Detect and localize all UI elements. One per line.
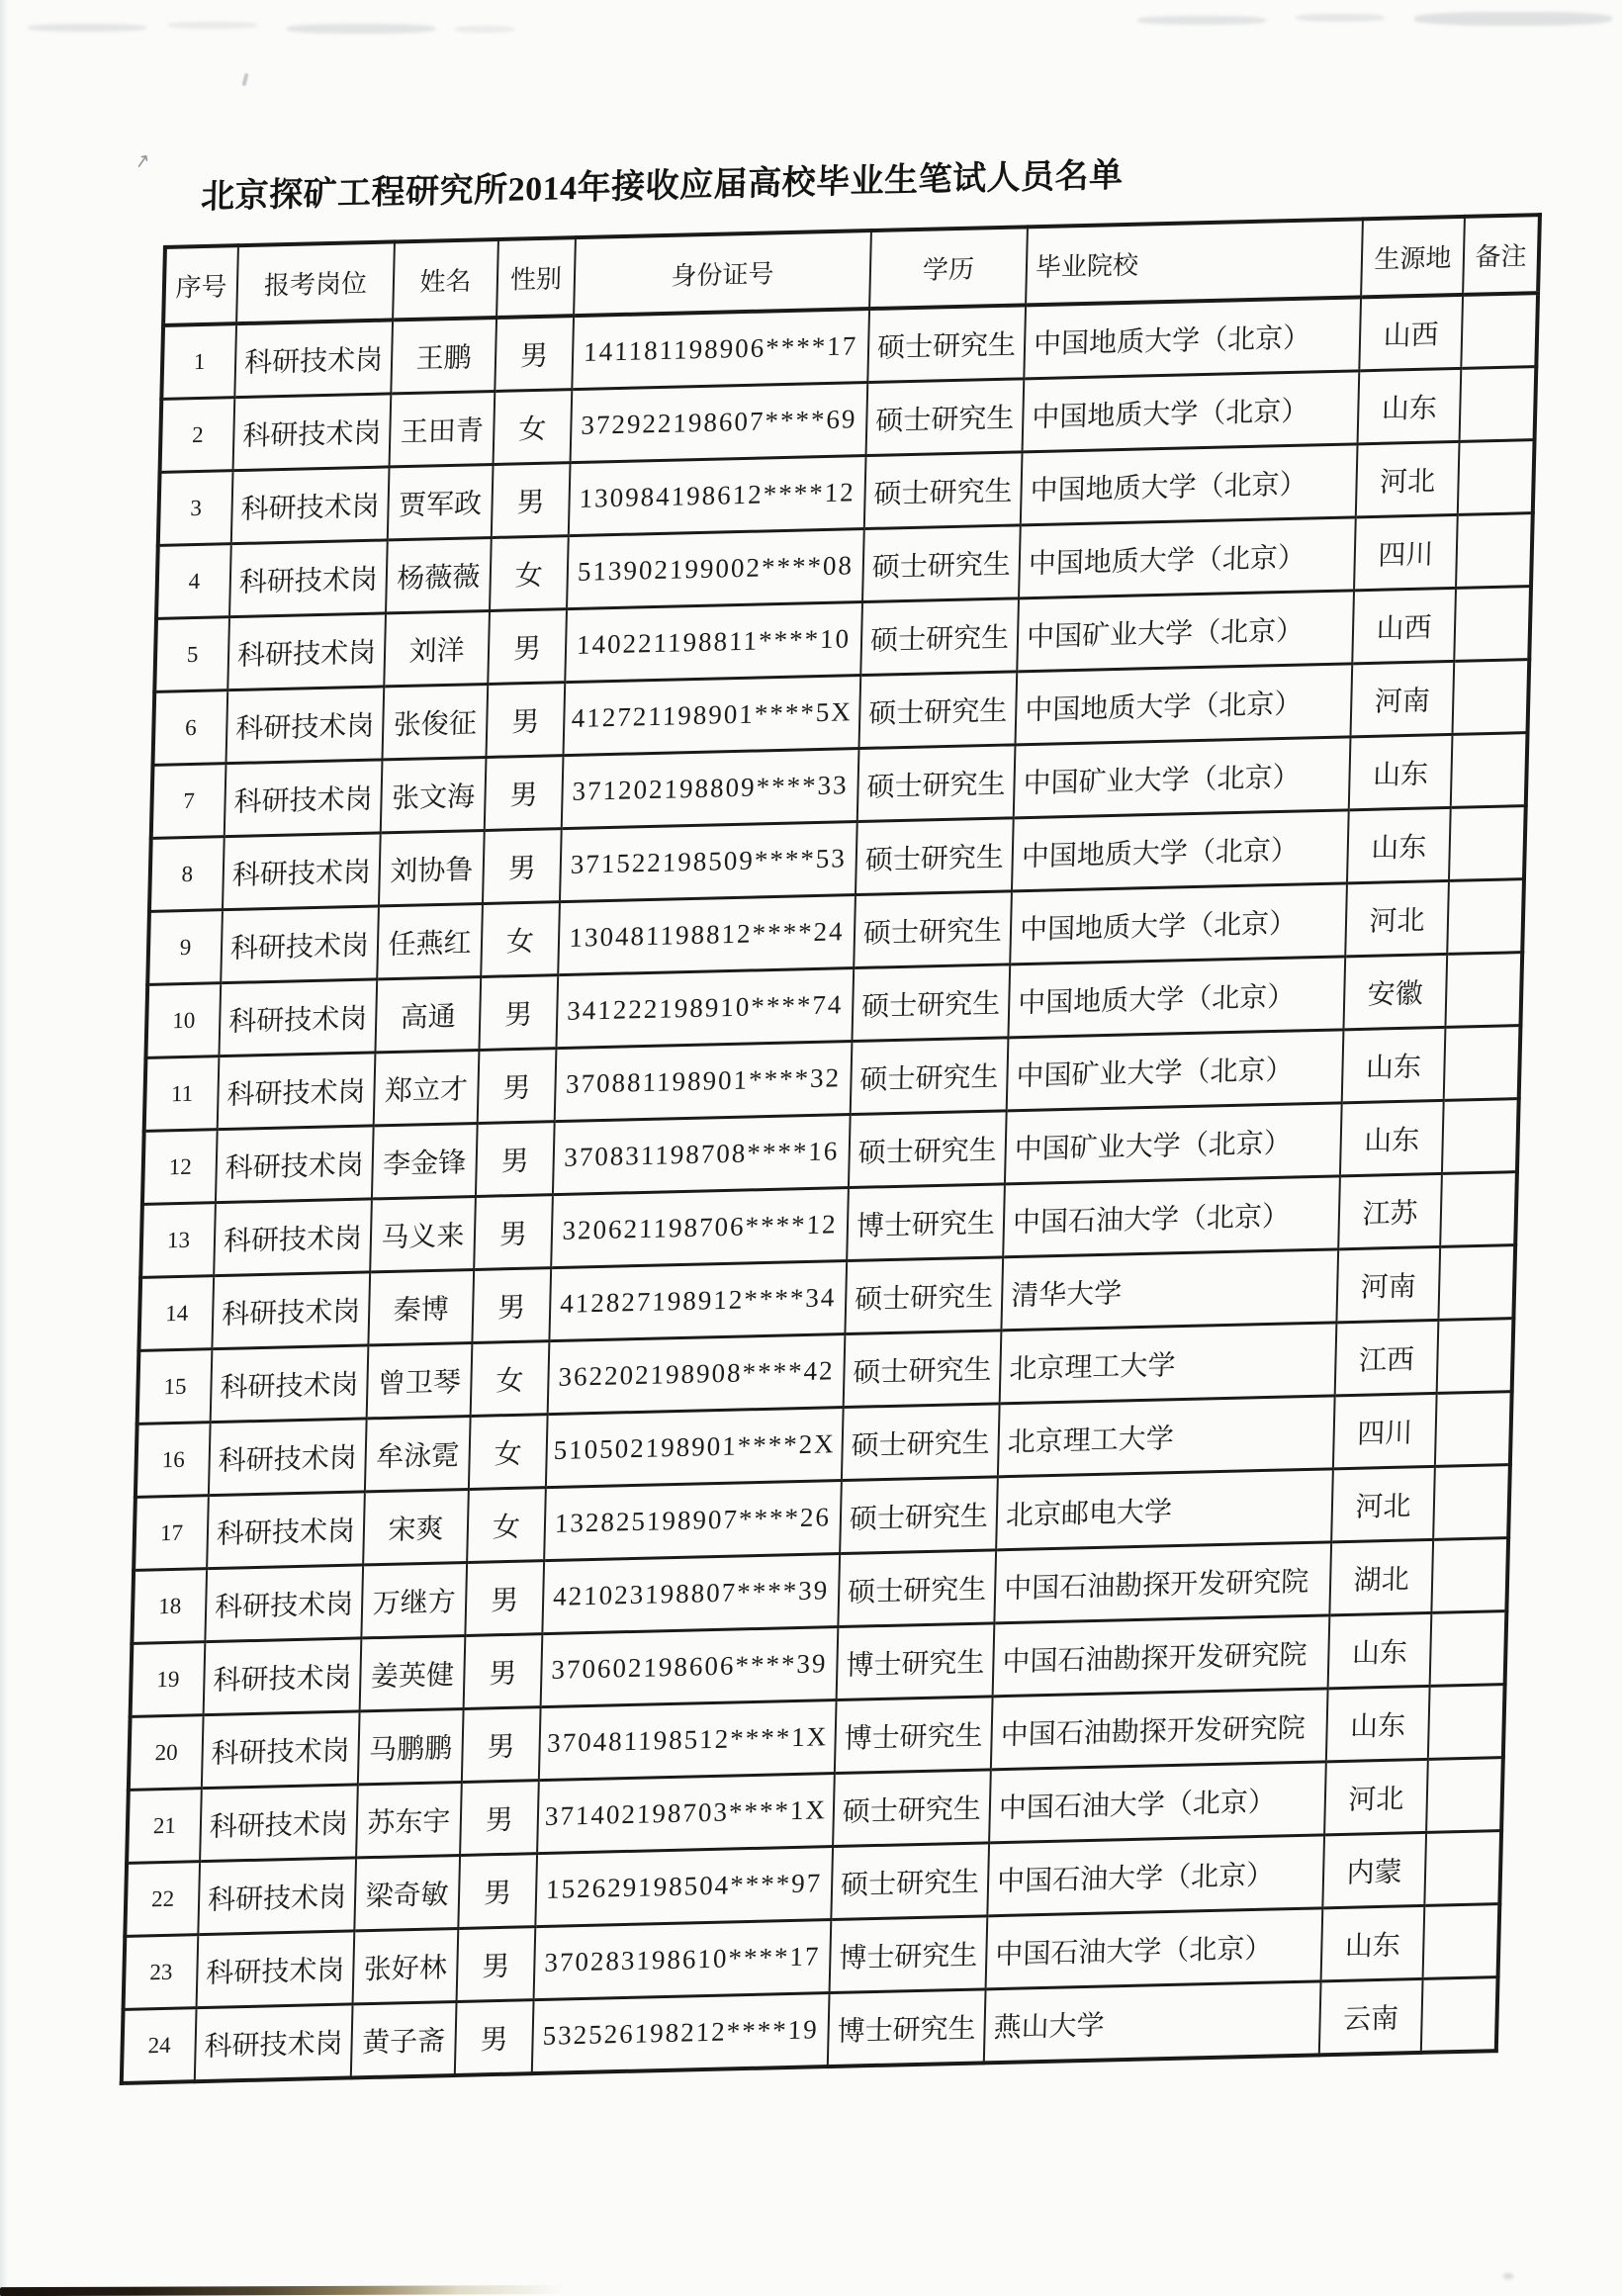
cell-position: 科研技术岗 — [219, 979, 377, 1056]
cell-note — [1447, 879, 1524, 955]
cell-note — [1460, 367, 1537, 442]
cell-origin: 山东 — [1326, 1686, 1430, 1761]
cell-note — [1440, 1172, 1517, 1247]
cell-gender: 男 — [476, 1122, 555, 1197]
cell-position: 科研技术岗 — [209, 1419, 367, 1496]
cell-name: 苏东宇 — [356, 1782, 462, 1857]
cell-school: 中国石油勘探开发研究院 — [994, 1542, 1331, 1623]
cell-id-number: 412827198912****34 — [549, 1261, 847, 1341]
cell-position: 科研技术岗 — [204, 1638, 362, 1715]
cell-id-number: 371522198509****53 — [560, 822, 857, 902]
cell-name: 万继方 — [361, 1562, 467, 1637]
cell-id-number: 152629198504****97 — [535, 1847, 833, 1927]
cell-degree: 博士研究生 — [837, 1623, 995, 1700]
cell-id-number: 371402198703****1X — [537, 1774, 835, 1854]
cell-origin: 四川 — [1354, 514, 1458, 590]
cell-origin: 河南 — [1350, 661, 1454, 736]
cell-degree: 博士研究生 — [828, 1989, 986, 2066]
cell-school: 北京理工大学 — [998, 1396, 1335, 1477]
cell-no: 11 — [144, 1056, 220, 1132]
cell-note — [1456, 513, 1533, 589]
scan-bottom-streak — [0, 2285, 613, 2296]
cell-origin: 河北 — [1356, 441, 1460, 516]
cell-no: 21 — [127, 1789, 202, 1864]
cell-position: 科研技术岗 — [202, 1711, 360, 1789]
cell-degree: 硕士研究生 — [860, 598, 1019, 676]
cell-no: 1 — [161, 323, 236, 399]
cell-school: 清华大学 — [1001, 1249, 1338, 1331]
cell-gender: 男 — [458, 1854, 537, 1929]
cell-no: 16 — [135, 1423, 211, 1498]
cell-note — [1423, 1904, 1500, 1979]
cell-no: 9 — [147, 910, 223, 985]
cell-no: 24 — [122, 2008, 197, 2083]
cell-id-number: 532526198212****19 — [532, 1993, 830, 2074]
cell-no: 6 — [152, 690, 227, 766]
cell-id-number: 362202198908****42 — [548, 1334, 846, 1415]
cell-name: 张俊征 — [382, 684, 488, 759]
cell-name: 李金锋 — [372, 1123, 478, 1198]
cell-name: 牟泳霓 — [365, 1416, 471, 1491]
header-cell-gender: 性别 — [496, 237, 576, 318]
cell-gender: 男 — [488, 609, 567, 685]
cell-id-number: 421023198807****39 — [542, 1554, 840, 1634]
cell-school: 中国地质大学（北京） — [1023, 371, 1360, 452]
cell-name: 王田青 — [390, 391, 496, 466]
cell-position: 科研技术岗 — [214, 1199, 372, 1276]
cell-gender: 男 — [478, 1049, 557, 1124]
cell-no: 17 — [134, 1496, 209, 1571]
cell-position: 科研技术岗 — [216, 1126, 374, 1203]
cell-position: 科研技术岗 — [227, 613, 386, 690]
cell-origin: 湖北 — [1329, 1539, 1433, 1614]
cell-degree: 硕士研究生 — [845, 1257, 1003, 1334]
cell-origin: 山东 — [1321, 1905, 1425, 1980]
cell-position: 科研技术岗 — [218, 1053, 376, 1130]
cell-note — [1433, 1465, 1510, 1540]
cell-degree: 硕士研究生 — [858, 672, 1017, 749]
cell-gender: 男 — [464, 1634, 543, 1709]
cell-origin: 山东 — [1342, 1027, 1446, 1102]
cell-no: 8 — [149, 837, 225, 912]
cell-origin: 河北 — [1331, 1466, 1435, 1541]
cell-id-number: 140221198811****10 — [565, 602, 862, 683]
header-cell-origin: 生源地 — [1361, 217, 1465, 297]
cell-name: 宋爽 — [363, 1489, 469, 1564]
cell-origin: 河北 — [1324, 1759, 1428, 1834]
cell-note — [1428, 1685, 1505, 1760]
cell-position: 科研技术岗 — [197, 1931, 355, 2008]
cell-position: 科研技术岗 — [211, 1345, 369, 1423]
cell-id-number: 370481198512****1X — [539, 1700, 837, 1781]
cell-origin: 山东 — [1340, 1100, 1444, 1175]
cell-school: 中国石油大学（北京） — [987, 1835, 1324, 1916]
cell-gender: 女 — [481, 902, 560, 977]
cell-position: 科研技术岗 — [225, 687, 384, 764]
cell-name: 郑立才 — [374, 1050, 480, 1125]
cell-note — [1452, 660, 1529, 735]
cell-degree: 硕士研究生 — [842, 1404, 1000, 1481]
cell-position: 科研技术岗 — [231, 467, 390, 544]
cell-position: 科研技术岗 — [229, 540, 388, 617]
cell-note — [1445, 953, 1522, 1028]
cell-position: 科研技术岗 — [195, 2004, 353, 2081]
scan-speck — [1503, 2273, 1513, 2279]
cell-no: 10 — [145, 983, 221, 1058]
cell-id-number: 130481198812****24 — [558, 895, 856, 975]
header-cell-id-number: 身份证号 — [574, 230, 871, 316]
cell-gender: 男 — [495, 316, 574, 391]
cell-origin: 安徽 — [1343, 954, 1447, 1029]
cell-school: 中国地质大学（北京） — [1024, 297, 1361, 379]
cell-degree: 博士研究生 — [847, 1184, 1005, 1261]
pen-mark: ↗ — [133, 148, 152, 174]
cell-id-number: 412721198901****5X — [563, 676, 860, 756]
cell-note — [1438, 1245, 1515, 1321]
cell-name: 刘协鲁 — [379, 830, 485, 905]
cell-degree: 硕士研究生 — [866, 379, 1025, 456]
cell-school: 中国石油大学（北京） — [1003, 1176, 1340, 1257]
cell-id-number: 141181198906****17 — [572, 309, 869, 390]
document-title: 北京探矿工程研究所2014年接收应届高校毕业生笔试人员名单 — [200, 157, 1125, 217]
cell-school: 中国矿业大学（北京） — [1005, 1103, 1342, 1184]
cell-note — [1458, 440, 1535, 515]
cell-school: 中国矿业大学（北京） — [1017, 591, 1354, 672]
cell-position: 科研技术岗 — [207, 1492, 365, 1569]
cell-gender: 男 — [472, 1268, 551, 1343]
cell-origin: 山东 — [1358, 368, 1462, 443]
cell-school: 中国地质大学（北京） — [1019, 517, 1356, 598]
cell-origin: 山西 — [1352, 588, 1456, 663]
roster-table — [120, 213, 1542, 2085]
cell-id-number: 370602198606****39 — [541, 1627, 839, 1707]
cell-school: 中国石油大学（北京） — [986, 1908, 1323, 1989]
cell-origin: 江苏 — [1338, 1173, 1442, 1248]
cell-gender: 男 — [465, 1561, 544, 1636]
cell-name: 姜英健 — [360, 1635, 466, 1710]
cell-origin: 山东 — [1328, 1612, 1432, 1688]
cell-no: 7 — [151, 764, 226, 839]
cell-degree: 硕士研究生 — [857, 745, 1016, 822]
cell-degree: 硕士研究生 — [862, 525, 1021, 602]
cell-degree: 硕士研究生 — [849, 1111, 1007, 1188]
cell-gender: 男 — [486, 683, 565, 758]
cell-school: 中国矿业大学（北京） — [1007, 1030, 1344, 1111]
cell-note — [1424, 1831, 1501, 1906]
cell-school: 燕山大学 — [984, 1981, 1321, 2064]
cell-no: 3 — [158, 471, 233, 546]
cell-gender: 男 — [479, 975, 558, 1051]
cell-school: 中国石油勘探开发研究院 — [991, 1689, 1328, 1770]
cell-no: 12 — [142, 1130, 218, 1205]
cell-school: 中国地质大学（北京） — [1015, 664, 1352, 745]
cell-name: 马义来 — [370, 1196, 476, 1271]
cell-gender: 男 — [462, 1707, 541, 1783]
cell-degree: 硕士研究生 — [838, 1550, 996, 1627]
cell-id-number: 320621198706****12 — [551, 1188, 849, 1268]
cell-origin: 四川 — [1333, 1393, 1437, 1468]
cell-name: 王鹏 — [391, 318, 496, 394]
cell-gender: 男 — [457, 1927, 536, 2002]
cell-gender: 女 — [469, 1415, 548, 1490]
cell-school: 中国石油大学（北京） — [989, 1762, 1326, 1843]
cell-id-number: 372922198607****69 — [571, 383, 868, 463]
cell-gender: 男 — [483, 829, 562, 904]
cell-name: 杨薇薇 — [386, 537, 492, 612]
cell-note — [1435, 1392, 1512, 1467]
cell-name: 张文海 — [381, 757, 487, 832]
cell-gender: 男 — [474, 1195, 553, 1270]
cell-school: 中国地质大学（北京） — [1010, 883, 1347, 964]
cell-origin: 云南 — [1319, 1978, 1423, 2055]
cell-note — [1461, 293, 1538, 368]
cell-school: 中国地质大学（北京） — [1012, 810, 1349, 891]
cell-gender: 女 — [467, 1488, 546, 1563]
cell-gender: 女 — [494, 390, 573, 465]
cell-origin: 山西 — [1359, 295, 1463, 371]
cell-gender: 男 — [485, 756, 564, 831]
cell-no: 23 — [124, 1935, 199, 2010]
cell-position: 科研技术岗 — [223, 833, 381, 910]
cell-note — [1442, 1099, 1519, 1174]
header-cell-position: 报考岗位 — [236, 241, 395, 323]
cell-note — [1449, 806, 1526, 881]
cell-name: 高通 — [375, 976, 481, 1052]
cell-position: 科研技术岗 — [198, 1858, 356, 1935]
cell-degree: 博士研究生 — [835, 1697, 993, 1774]
cell-name: 曾卫琴 — [367, 1342, 473, 1418]
cell-origin: 河北 — [1345, 880, 1449, 956]
cell-id-number: 370881198901****32 — [555, 1042, 853, 1122]
cell-position: 科研技术岗 — [212, 1272, 370, 1349]
cell-gender: 女 — [490, 536, 569, 611]
cell-position: 科研技术岗 — [221, 906, 379, 983]
cell-no: 13 — [140, 1203, 216, 1278]
cell-degree: 硕士研究生 — [840, 1477, 998, 1554]
cell-degree: 硕士研究生 — [844, 1331, 1002, 1408]
cell-origin: 山东 — [1349, 734, 1453, 809]
cell-no: 4 — [156, 544, 231, 619]
cell-degree: 硕士研究生 — [867, 305, 1026, 382]
cell-no: 18 — [132, 1569, 207, 1644]
cell-note — [1431, 1538, 1508, 1613]
cell-id-number: 371202198809****33 — [562, 749, 859, 829]
cell-id-number: 130984198612****12 — [569, 456, 866, 536]
cell-name: 刘洋 — [384, 610, 490, 686]
cell-gender: 男 — [492, 463, 571, 538]
cell-note — [1444, 1026, 1521, 1101]
cell-name: 马鹏鹏 — [358, 1708, 464, 1784]
cell-position: 科研技术岗 — [234, 320, 393, 397]
cell-note — [1426, 1758, 1503, 1833]
cell-name: 黄子斋 — [351, 2001, 457, 2077]
cell-note — [1437, 1319, 1514, 1394]
cell-no: 19 — [131, 1642, 206, 1717]
cell-no: 22 — [125, 1862, 200, 1937]
cell-name: 贾军政 — [388, 464, 494, 539]
cell-no: 15 — [137, 1349, 213, 1424]
header-cell-note: 备注 — [1463, 215, 1540, 295]
cell-school: 北京邮电大学 — [996, 1469, 1333, 1550]
cell-gender: 男 — [455, 2000, 534, 2075]
cell-degree: 硕士研究生 — [831, 1843, 989, 1920]
cell-id-number: 513902199002****08 — [567, 529, 864, 609]
cell-origin: 河南 — [1336, 1246, 1440, 1322]
cell-school: 中国矿业大学（北京） — [1014, 737, 1351, 818]
cell-note — [1451, 733, 1528, 808]
header-cell-name: 姓名 — [393, 239, 498, 320]
cell-id-number: 510502198901****2X — [546, 1408, 844, 1488]
header-cell-degree: 学历 — [869, 227, 1028, 309]
cell-no: 14 — [138, 1276, 214, 1351]
cell-id-number: 132825198907****26 — [544, 1481, 842, 1561]
cell-no: 5 — [154, 617, 229, 692]
cell-school: 中国地质大学（北京） — [1008, 957, 1345, 1038]
cell-note — [1430, 1611, 1507, 1687]
cell-name: 张好林 — [353, 1928, 459, 2003]
cell-name: 任燕红 — [377, 903, 483, 978]
cell-degree: 硕士研究生 — [833, 1770, 991, 1847]
cell-school: 北京理工大学 — [1000, 1323, 1337, 1404]
cell-degree: 博士研究生 — [830, 1916, 988, 1993]
cell-id-number: 370283198610****17 — [534, 1920, 832, 2000]
cell-no: 20 — [129, 1715, 204, 1791]
cell-name: 梁奇敏 — [354, 1855, 460, 1930]
cell-origin: 山东 — [1347, 807, 1451, 882]
cell-origin: 江西 — [1335, 1320, 1439, 1395]
cell-degree: 硕士研究生 — [864, 452, 1023, 529]
cell-degree: 硕士研究生 — [854, 891, 1012, 968]
cell-note — [1454, 587, 1531, 662]
cell-degree: 硕士研究生 — [852, 964, 1010, 1042]
cell-school: 中国地质大学（北京） — [1021, 444, 1358, 525]
cell-id-number: 341222198910****74 — [556, 968, 854, 1049]
cell-position: 科研技术岗 — [200, 1785, 358, 1862]
cell-degree: 硕士研究生 — [851, 1038, 1009, 1115]
cell-note — [1421, 1977, 1498, 2053]
cell-name: 秦博 — [368, 1269, 474, 1344]
cell-school: 中国石油勘探开发研究院 — [993, 1615, 1330, 1697]
cell-gender: 女 — [471, 1341, 550, 1417]
header-cell-no: 序号 — [163, 245, 238, 325]
cell-degree: 硕士研究生 — [856, 818, 1014, 895]
header-cell-school: 毕业院校 — [1026, 219, 1363, 305]
cell-position: 科研技术岗 — [225, 760, 383, 837]
cell-origin: 内蒙 — [1322, 1832, 1426, 1907]
cell-position: 科研技术岗 — [233, 394, 392, 471]
cell-no: 2 — [160, 398, 235, 473]
cell-position: 科研技术岗 — [205, 1565, 363, 1642]
cell-id-number: 370831198708****16 — [553, 1115, 851, 1195]
cell-gender: 男 — [460, 1781, 539, 1856]
